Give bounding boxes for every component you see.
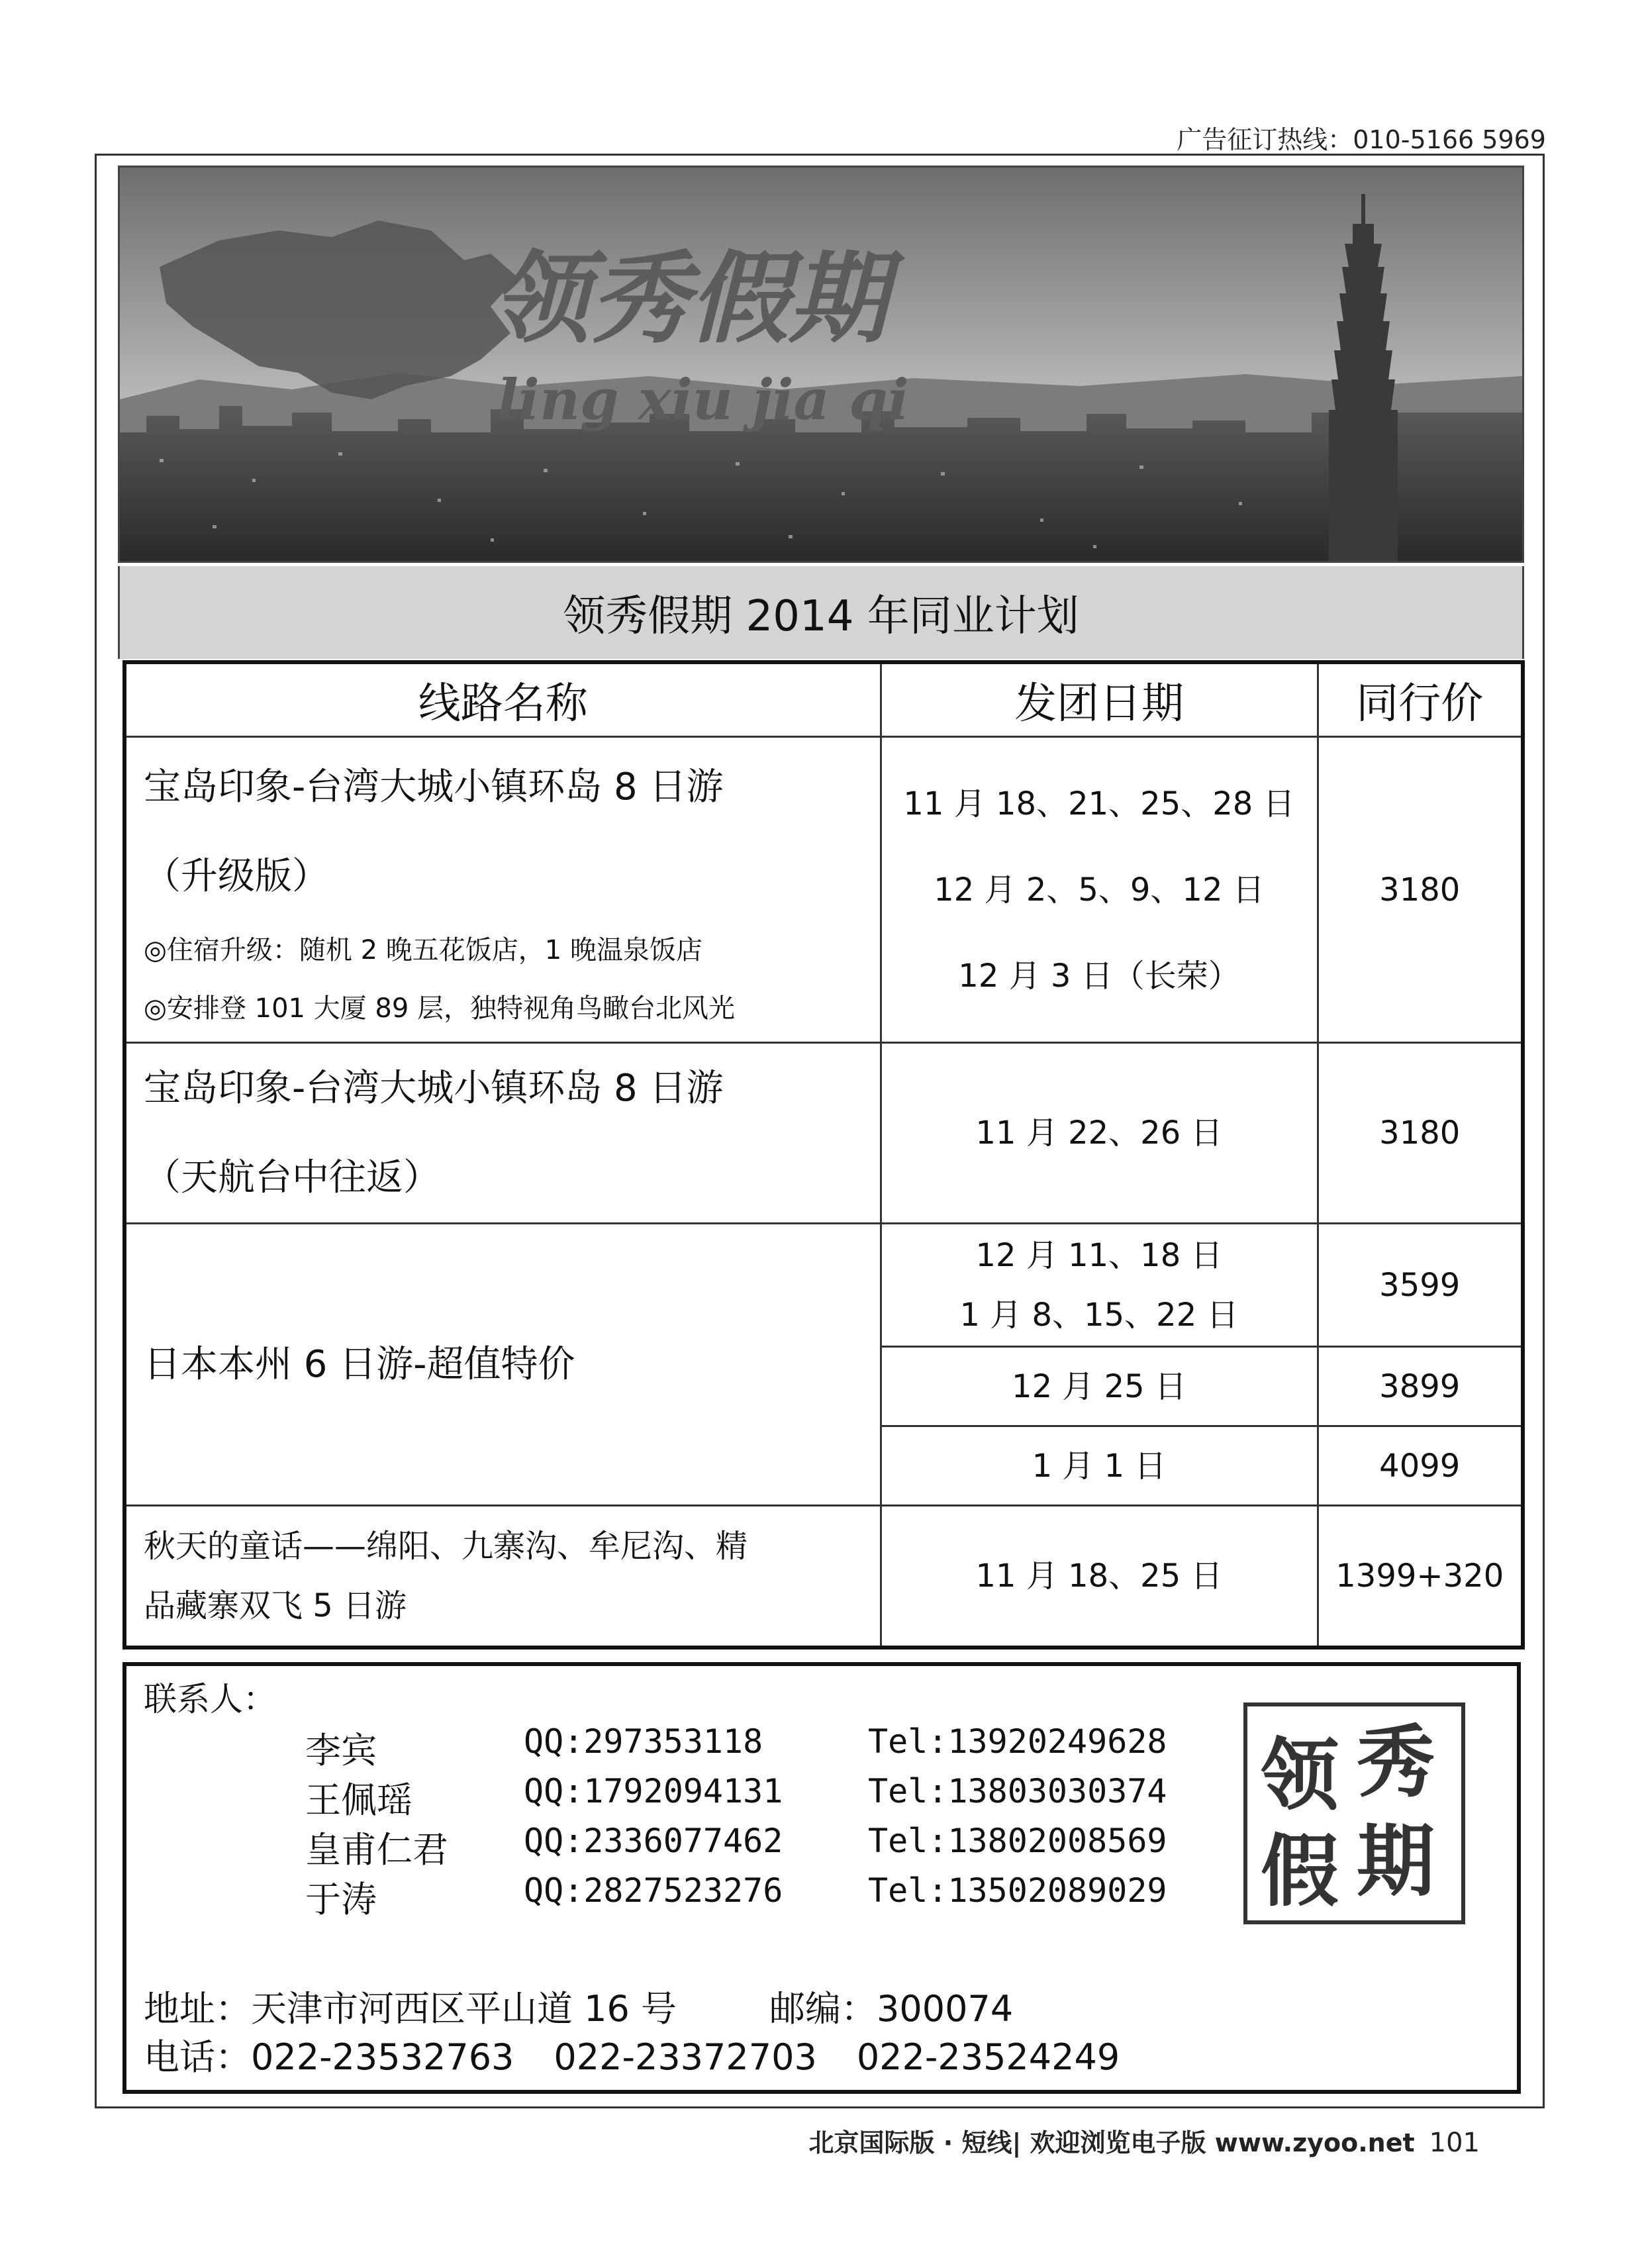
brand-seal-logo	[1243, 1702, 1465, 1924]
contact-name: 李宾	[305, 1730, 377, 1771]
route-name: 宝岛印象-台湾大城小镇环岛 8 日游	[144, 1067, 724, 1110]
contact-qq: QQ:2336077462	[524, 1822, 783, 1860]
banner-image	[118, 166, 1524, 563]
departure-date: 12 月 3 日（长荣）	[958, 957, 1240, 995]
route-subtitle: （升级版）	[144, 854, 329, 898]
dates-cell	[881, 1347, 1318, 1426]
phone-number: 022-23372703	[554, 2036, 817, 2078]
route-name-cell	[124, 1043, 881, 1224]
seal-char: 领	[1261, 1729, 1339, 1821]
phone-number: 022-23532763	[251, 2036, 514, 2078]
route-name-continued: 品藏寨双飞 5 日游	[144, 1587, 407, 1624]
address: 地址：天津市河西区平山道 16 号	[144, 1988, 677, 2030]
phone-label: 电话：	[144, 2036, 251, 2078]
phone-number: 022-23524249	[856, 2036, 1120, 2078]
contact-name: 于涛	[305, 1879, 377, 1920]
dates-cell	[881, 1043, 1318, 1224]
phone-line	[144, 2029, 1120, 2080]
contact-person	[305, 1822, 1167, 1873]
contact-box	[122, 1662, 1521, 2094]
departure-date: 12 月 11、18 日	[975, 1236, 1223, 1274]
contact-qq: QQ:297353118	[524, 1722, 763, 1761]
departure-date: 1 月 8、15、22 日	[959, 1296, 1239, 1334]
contact-name: 王佩瑶	[305, 1779, 412, 1821]
col-header-route: 线路名称	[124, 662, 881, 737]
route-name: 日本本州 6 日游-超值特价	[144, 1343, 575, 1386]
table-row	[124, 1224, 1523, 1347]
seal-char: 秀	[1357, 1716, 1435, 1808]
route-name-cell	[124, 1224, 881, 1506]
contact-label: 联系人：	[144, 1680, 276, 1718]
contact-name: 皇甫仁君	[305, 1829, 448, 1871]
route-subtitle: （天航台中往返）	[144, 1156, 440, 1199]
page-number: 101	[1429, 2128, 1480, 2158]
route-note: ◎住宿升级：随机 2 晚五花饭店，1 晚温泉饭店	[144, 934, 702, 965]
contact-tel: Tel:13502089029	[868, 1871, 1167, 1910]
route-note: ◎安排登 101 大厦 89 层，独特视角鸟瞰台北风光	[144, 993, 736, 1024]
contact-qq: QQ:2827523276	[524, 1871, 783, 1910]
table-header-row	[124, 662, 1523, 737]
contact-qq: QQ:1792094131	[524, 1772, 783, 1810]
route-name: 宝岛印象-台湾大城小镇环岛 8 日游	[144, 765, 724, 809]
dates-cell	[881, 1506, 1318, 1648]
departure-date: 11 月 18、21、25、28 日	[903, 785, 1295, 822]
dates-cell	[881, 1224, 1318, 1347]
departure-date: 11 月 22、26 日	[975, 1114, 1223, 1152]
ad-hotline: 广告征订热线：010-5166 5969	[1177, 125, 1546, 154]
price-cell: 3180	[1318, 737, 1523, 1043]
seal-char: 期	[1357, 1815, 1435, 1907]
page-footer	[809, 2122, 1480, 2159]
footer-text: 北京国际版 · 短线| 欢迎浏览电子版 www.zyoo.net	[808, 2128, 1415, 2157]
contact-person	[305, 1772, 1167, 1823]
price-cell: 3899	[1318, 1347, 1523, 1426]
departure-date: 12 月 2、5、9、12 日	[934, 871, 1265, 909]
contact-person	[305, 1722, 1167, 1773]
postcode: 邮编：300074	[769, 1988, 1014, 2030]
route-name-cell	[124, 737, 881, 1043]
banner-brand-cn: 领秀假期	[491, 240, 889, 357]
route-name-cell	[124, 1506, 881, 1648]
routes-table	[122, 660, 1525, 1650]
banner-brand-pinyin: ling xiu jia qi	[497, 367, 909, 432]
price-cell: 4099	[1318, 1426, 1523, 1506]
table-row	[124, 1506, 1523, 1648]
route-name: 秋天的童话——绵阳、九寨沟、牟尼沟、精	[144, 1527, 748, 1565]
col-header-dates: 发团日期	[881, 662, 1318, 737]
address-line	[144, 1981, 1013, 2032]
price-cell: 3599	[1318, 1224, 1523, 1347]
dates-cell	[881, 737, 1318, 1043]
departure-date: 1 月 1 日	[1032, 1447, 1167, 1485]
table-row	[124, 737, 1523, 1043]
departure-date: 11 月 18、25 日	[975, 1557, 1223, 1595]
dates-cell	[881, 1426, 1318, 1506]
table-row	[124, 1043, 1523, 1224]
col-header-price: 同行价	[1318, 662, 1523, 737]
price-cell: 3180	[1318, 1043, 1523, 1224]
plan-title: 领秀假期 2014 年同业计划	[118, 566, 1524, 659]
contact-tel: Tel:13920249628	[868, 1722, 1167, 1761]
departure-date: 12 月 25 日	[1012, 1367, 1186, 1405]
price-cell: 1399+320	[1318, 1506, 1523, 1648]
contact-tel: Tel:13802008569	[868, 1822, 1167, 1860]
seal-char: 假	[1261, 1825, 1339, 1917]
contact-tel: Tel:13803030374	[868, 1772, 1167, 1810]
contact-person	[305, 1871, 1167, 1922]
